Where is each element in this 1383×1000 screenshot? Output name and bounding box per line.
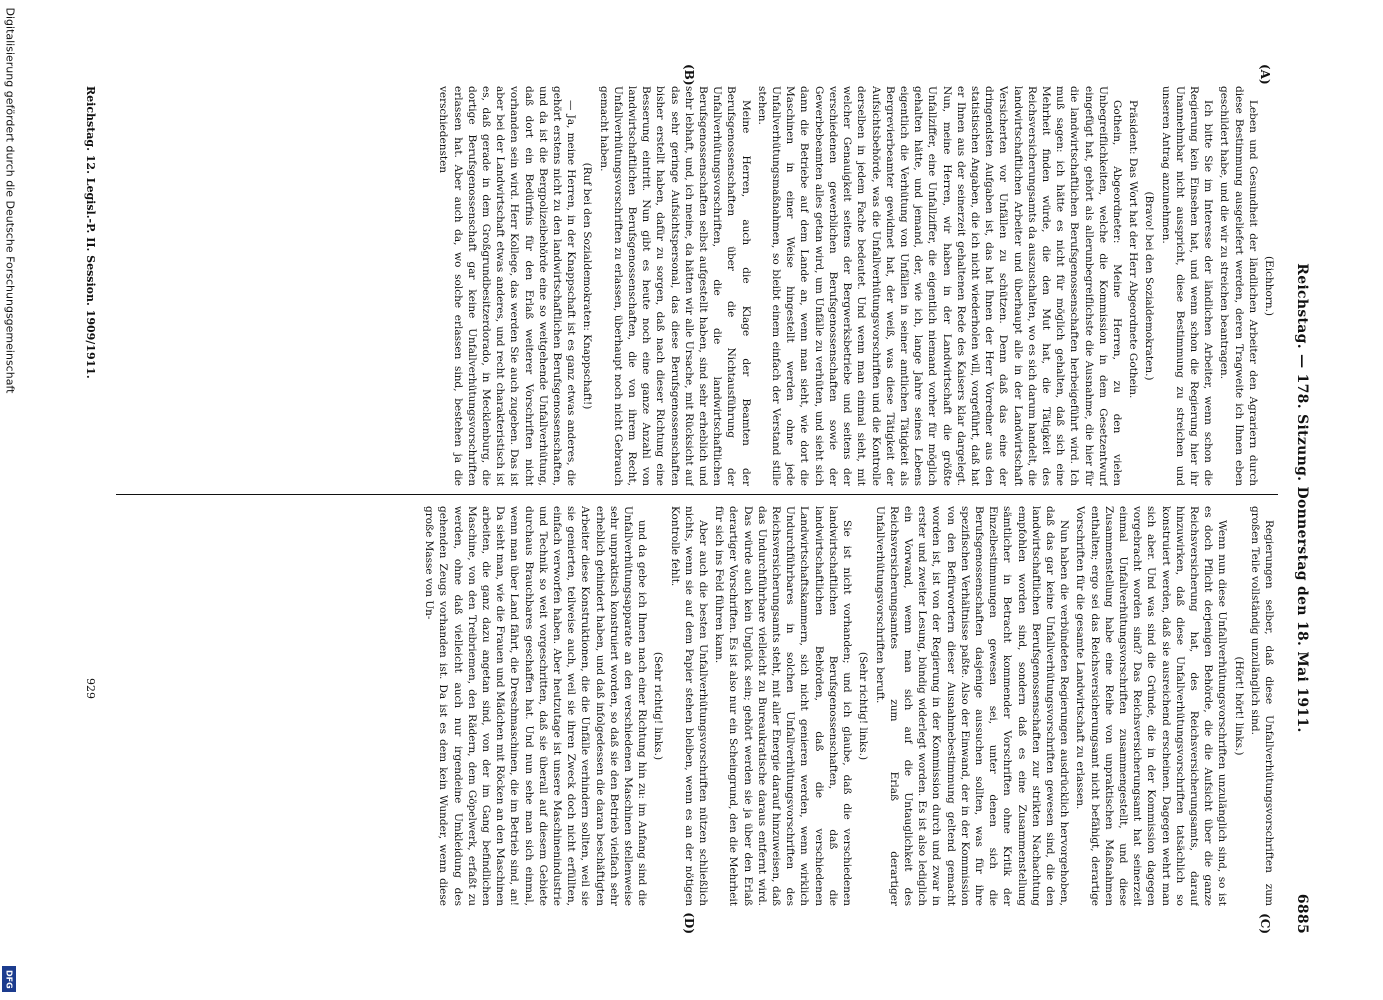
signature-number: 929 <box>84 678 97 699</box>
column-divider <box>116 494 1278 495</box>
paragraph: Nun haben die verbündeten Regierungen ausdrücklich hervorgehoben, daß das gar keine Unfallverhütungsvorschriften gewesen sind, die den landwirtschaftlichen Berufsgenossenschaften zur strikten Nachachtung empfohlen worden sind, sondern daß es eine Zusammenstellung sämtlicher in Betracht kommender Vorschriften ohne Kritik der Einzelbestimmungen gewesen sei, unter denen sich die Berufsgenossenschaften dasjenige aussuchen sollten, was für ihre spezifischen Verhältnisse paßte. Also der Einwand, der in der Kommission von den Befürwortern dieser Ausnahmebestimmung geltend gemacht worden ist, ist von der Regierung in der Kommission durch und zwar in erster und zweiter Lesung, bündig widerlegt worden. Es ist also lediglich ein Vorwand, wenn man sich auf die Untauglichkeit des Reichsversicherungsamtes zum Erlaß derartiger Unfallverhütungsvorschriften beruft. <box>873 506 1071 906</box>
paragraph: Präsident: Das Wort hat der Herr Abgeordnete Gothein. <box>1127 100 1140 399</box>
scanned-page <box>76 58 1316 938</box>
interjection: (Hört! hört! links.) <box>1232 656 1245 756</box>
digitization-credit-text: Digitalisierung gefördert durch die Deutsche Forschungsgemeinschaft <box>3 7 17 394</box>
interjection: (Sehr richtig! links.) <box>857 651 870 761</box>
digitization-credit-strip <box>0 0 18 1000</box>
margin-mark-b: (B) <box>682 64 696 86</box>
page-header-title: Reichstag. — 178. Sitzung. Donnerstag den 18. Mai 1911. <box>1294 263 1310 733</box>
interjection: (Sehr richtig! links.) <box>652 651 665 761</box>
right-text-column <box>112 506 1276 906</box>
interjection: (Ruf bei den Sozialdemokraten: Knappschaft!) <box>581 162 594 410</box>
dfg-logo: DFG <box>2 966 16 992</box>
session-footer: Reichstag. 12. Legisl.-P. II. Session. 1909/1911. <box>84 86 97 379</box>
left-text-column <box>112 86 1276 486</box>
paragraph: Gothein, Abgeordneter: Meine Herren, zu den vielen Unbegreiflichkeiten, welche die Kommission in dem Gesetzentwurf eingefügt hat, gehört als allerunbegreiflichste die Ausnahme, die hier für die landwirtschaftlichen Berufsgenossenschaften herbeigeführt wird. Ich muß sagen: ich hätte es nicht für möglich gehalten, daß sich eine Mehrheit finden würde, die den Mut hat, die Tätigkeit des Reichsversicherungsamts da auszuschalten, wo es sich darum handelt, die landwirtschaftlichen Arbeiter und überhaupt alle in der Landwirtschaft Versicherten vor Unfällen zu schützen. Denn daß das eine der dringendsten Aufgaben ist, das hat Ihnen der Herr Vorredner aus den statistischen Angaben, die ich nicht wiederholen will, vorgeführt, daß hat er Ihnen aus der seinerzeit gehaltenen Rede des Kaisers klar dargelegt. Nun, meine Herren, wir haben in der Landwirtschaft die größte Unfallziffer, eine Unfallziffer, die eigentlich niemand vorher für möglich gehalten hätte, und jemand, der, wie ich, lange Jahre seines Lebens eigentlich die Verhütung von Unfällen in seiner amtlichen Tätigkeit als Bergrevierbeamter gewidmet hat, der weiß, was diese Tätigkeit der Aufsichtsbehörde, was die Unfallverhütungsvorschriften und die Kontrolle derselben in jedem Fache bedeutet. Und wenn man einmal sieht, mit welcher Genauigkeit seitens der Bergwerksbetriebe und seitens der verschiedenen gewerblichen Berufsgenossenschaften sowie der Gewerbebeamten alles getan wird, um Unfälle zu verhüten, und sieht sich dann die Betriebe auf dem Lande an, wenn man sieht, wie dort die Maschinen in einer Weise hingestellt werden ohne jede Unfallverhütungsmaßnahmen, so bleibt einem einfach der Verstand stille stehen. <box>755 86 1123 486</box>
paragraph: — Ja, meine Herren, in der Knappschaft ist es ganz etwas anderes, die gehört erstens nicht zu den landwirtschaftlichen Berufsgenossenschaften, und da ist die Bergpolizeibehörde eine so weitgehende Unfallverhütung, daß dort ein Bedürfnis für den Erlaß weiterer Vorschriften nicht vorhanden sein wird. Herr Kollege, das werden Sie auch zugeben. Das ist aber bei der Landwirtschaft etwas anderes, und recht charakteristisch ist es, daß gerade in dem Großgrundbesitzerdorado, in Mecklenburg, die dortige Berufsgenossenschaft gar keine Unfallverhütungsvorschriften erlassen hat. Aber auch da, wo solche erlassen sind, bestehen ja die verschiedensten <box>437 86 578 486</box>
paragraph: Ich bitte Sie im Interesse der ländlichen Arbeiter, wenn schon die Regierung kein Einsehen hat, und wenn schon die Regierung hier ihr Unannehmbar nicht ausspricht, diese Bestimmung zu streichen und unseren Antrag anzunehmen. <box>1159 86 1215 486</box>
paragraph: Sie ist nicht vorhanden; und ich glaube, daß die verschiedenen landwirtschaftlichen Berufsgenossenschaften, daß die landwirtschaftlichen Behörden, daß die verschiedenen Landwirtschaftskammern, sich nicht genieren werden, wenn wirklich Undurchführbares in solchen Unfallverhütungsvorschriften des Reichsversicherungsamts steht, mit aller Energie darauf hinzuweisen, daß das Undurchführbare vielleicht zu Bureaukratische daraus entfernt wird. Das würde auch kein Unglück sein; gehört werden sie ja über den Erlaß derartiger Vorschriften. Es ist also nur ein Scheingrund, den die Mehrheit für sich ins Feld führen kann. <box>713 506 854 906</box>
paragraph: Wenn nun diese Unfallverhütungsvorschriften unzulänglich sind, so ist es doch Pflicht derjenigen Behörde, die die Aufsicht über die ganze Reichsversicherung hat, des Reichsversicherungsamts, darauf hinzuwirken, daß diese Unfallverhütungsvorschriften tatsächlich so konstruiert werden, daß sie ausreichend erscheinen. Dagegen wehrt man sich aber. Und was sind die Gründe, die in der Kommission dagegen vorgebracht worden sind? Das Reichsversicherungsamt hat seinerzeit einmal Unfallverhütungsvorschriften zusammengestellt, und diese Zusammenstellung habe eine Reihe von unpraktischen Maßnahmen enthalten; ergo sei das Reichsversicherungsamt nicht befähigt, derartige Vorschriften für die gesamte Landwirtschaft zu erlassen. <box>1074 506 1229 906</box>
paragraph: Meine Herren, auch die Klage der Beamten der Berufsgenossenschaften über die Nichtausführung der Unfallverhütungsvorschriften, die die landwirtschaftlichen Berufsgenossenschaften selbst aufgestellt haben, sind sehr erheblich und sehr lebhaft, und, ich meine, da hätten wir alle Ursache, mit Rücksicht auf das sehr geringe Aufsichtspersonal, das diese Berufsgenossenschaften bisher erstellt haben, dafür zu sorgen, daß nach dieser Richtung eine Besserung eintritt. Nun gibt es heute noch eine ganze Anzahl von landwirtschaftlichen Berufsgenossenschaften, die von ihrem Recht, Unfallverhütungsvorschriften zu erlassen, überhaupt noch nicht Gebrauch gemacht haben. <box>597 86 752 486</box>
page-header <box>1282 58 1310 938</box>
interjection: (Bravo! bei den Sozialdemokraten.) <box>1143 191 1156 381</box>
paragraph: und da gebe ich Ihnen nach einer Richtung hin zu: im Anfang sind die Unfallverhütungsapparate an den verschiedenen Maschinen stellenweise sehr unpraktisch konstruiert worden, so daß sie den Betrieb vielfach sehr erheblich gehindert haben, und daß infolgedessen die daran beschäftigten Arbeiter diese Konstruktionen, die die Unfälle verhindern sollten, weil sie sie genierten, teilweise auch, weil sie ihren Zweck doch nicht erfüllten, einfach verworfen haben. Aber heutzutage ist unsere Maschinenindustrie und Technik so weit vorgeschritten, daß sie überall auf diesem Gebiete durchaus Brauchbares geschaffen hat. Und nun sehe man sich einmal, wenn man über Land fährt, die Dreschmaschinen, die im Betrieb sind, an! Da sieht man, wie die Frauen und Mädchen mit Röcken an den Maschinen arbeiten, die ganz dazu angetan sind, von der im Gang befindlichen Maschine, von den Treibriemen, den Rädern, dem Göpelwerk, erfaßt zu werden, ohne daß vielleicht auch nur irgendeine Umkleidung des gehenden Zeugs vorhanden ist. Da ist es dem kein Wunder, wenn diese große Masse von Un- <box>423 506 649 906</box>
speaker-tag: (Eichhorn.) <box>1263 255 1275 317</box>
paragraph: Regierungen selber, daß diese Unfallverhütungsvorschriften zum großen Teile vollständig unzulänglich sind. <box>1248 506 1275 906</box>
margin-mark-a: (A) <box>1258 64 1272 85</box>
paragraph: Aber auch die besten Unfallverhütungsvorschriften nützen schließlich nichts, wenn sie auf dem Papier stehen bleiben, wenn es an der nötigen Kontrolle fehlt. <box>668 506 710 906</box>
paragraph: Leben und Gesundheit der ländlichen Arbeiter den Agrariern durch diese Bestimmung ausgeliefert werden, deren Tragweite ich Ihnen eben geschildert habe, und die wir zu streichen beantragen. <box>1218 86 1259 486</box>
margin-mark-d: (D) <box>682 912 696 934</box>
page-wrapper <box>76 58 1316 938</box>
margin-mark-c: (C) <box>1258 913 1272 934</box>
page-number: 6885 <box>1294 893 1310 934</box>
